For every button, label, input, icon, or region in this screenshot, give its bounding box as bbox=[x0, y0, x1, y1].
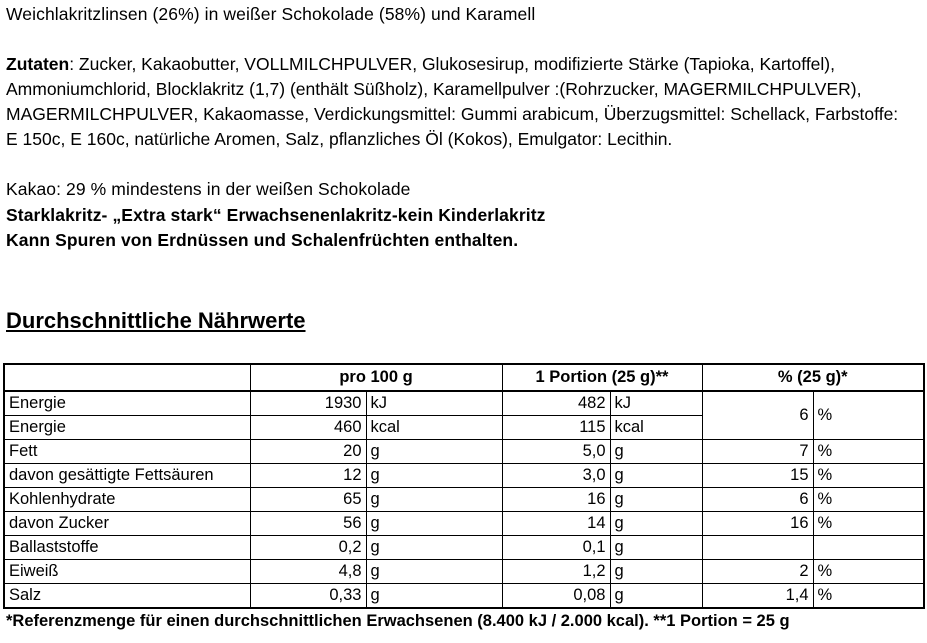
table-row bbox=[4, 440, 924, 464]
percent-unit: % bbox=[813, 512, 924, 536]
unit-per-portion: g bbox=[610, 560, 702, 584]
table-row bbox=[4, 584, 924, 609]
value-per-portion: 482 bbox=[502, 391, 610, 416]
header-per-100g: pro 100 g bbox=[250, 364, 502, 391]
value-per-100g: 56 bbox=[250, 512, 366, 536]
strong-licorice-warning: Starklakritz- „Extra stark“ Erwachsenenlakritz-kein Kinderlakritz bbox=[6, 205, 546, 225]
value-per-portion: 3,0 bbox=[502, 464, 610, 488]
value-per-portion: 0,08 bbox=[502, 584, 610, 609]
percent-unit: % bbox=[813, 560, 924, 584]
value-per-100g: 20 bbox=[250, 440, 366, 464]
header-empty-cell bbox=[4, 364, 250, 391]
table-row bbox=[4, 536, 924, 560]
unit-per-portion: g bbox=[610, 488, 702, 512]
unit-per-portion: kJ bbox=[610, 391, 702, 416]
nutrient-name: Fett bbox=[4, 440, 250, 464]
unit-per-portion: kcal bbox=[610, 416, 702, 440]
table-row bbox=[4, 488, 924, 512]
unit-per-100g: g bbox=[366, 512, 502, 536]
unit-per-portion: g bbox=[610, 464, 702, 488]
table-row bbox=[4, 560, 924, 584]
ingredients-label: Zutaten bbox=[6, 54, 70, 74]
nutrient-name: Ballaststoffe bbox=[4, 536, 250, 560]
cocoa-content: Kakao: 29 % mindestens in der weißen Schokolade bbox=[6, 179, 411, 199]
table-header-row bbox=[4, 364, 924, 391]
value-per-portion: 16 bbox=[502, 488, 610, 512]
percent-value: 6 bbox=[702, 488, 813, 512]
unit-per-100g: g bbox=[366, 440, 502, 464]
unit-per-portion: g bbox=[610, 440, 702, 464]
energy-percent-unit: % bbox=[813, 391, 924, 440]
unit-per-100g: kJ bbox=[366, 391, 502, 416]
unit-per-100g: g bbox=[366, 488, 502, 512]
nutrient-name: Energie bbox=[4, 416, 250, 440]
table-row bbox=[4, 464, 924, 488]
percent-value: 1,4 bbox=[702, 584, 813, 609]
nutrient-name: Eiweiß bbox=[4, 560, 250, 584]
nutrient-name: Kohlenhydrate bbox=[4, 488, 250, 512]
percent-value: 2 bbox=[702, 560, 813, 584]
energy-percent-value: 6 bbox=[702, 391, 813, 440]
value-per-portion: 115 bbox=[502, 416, 610, 440]
value-per-100g: 65 bbox=[250, 488, 366, 512]
percent-unit: % bbox=[813, 488, 924, 512]
value-per-100g: 0,2 bbox=[250, 536, 366, 560]
allergen-notice: Kann Spuren von Erdnüssen und Schalenfrüchten enthalten. bbox=[6, 230, 519, 250]
table-row bbox=[4, 512, 924, 536]
percent-unit: % bbox=[813, 584, 924, 609]
percent-unit: % bbox=[813, 464, 924, 488]
percent-value: 15 bbox=[702, 464, 813, 488]
percent-value bbox=[702, 536, 813, 560]
product-description: Weichlakritzlinsen (26%) in weißer Schokolade (58%) und Karamell bbox=[6, 4, 536, 24]
ingredients-paragraph bbox=[6, 52, 911, 152]
header-percent-reference: % (25 g)* bbox=[702, 364, 924, 391]
nutrient-name: davon gesättigte Fettsäuren bbox=[4, 464, 250, 488]
ingredients-text: : Zucker, Kakaobutter, VOLLMILCHPULVER, Glukosesirup, modifizierte Stärke (Tapioka, Kartoffel), Ammoniumchlorid, Blocklakritz (1,7) (enthält Süßholz), Karamellpulver :(Rohrzucker, MAGERMILCHPULVER), MAGERMILCHPULVER, Kakaomasse, Verdickungsmittel: Gummi arabicum, Überzugsmittel: Schellack, Farbstoffe: E 150c, E 160c, natürliche Aromen, Salz, pflanzliches Öl (Kokos), Emulgator: Lecithin. bbox=[6, 54, 899, 149]
table-row bbox=[4, 391, 924, 416]
unit-per-100g: g bbox=[366, 536, 502, 560]
unit-per-100g: g bbox=[366, 560, 502, 584]
nutrition-table bbox=[3, 363, 925, 609]
value-per-100g: 4,8 bbox=[250, 560, 366, 584]
value-per-portion: 14 bbox=[502, 512, 610, 536]
percent-value: 7 bbox=[702, 440, 813, 464]
unit-per-100g: g bbox=[366, 584, 502, 609]
unit-per-portion: g bbox=[610, 584, 702, 609]
value-per-portion: 5,0 bbox=[502, 440, 610, 464]
header-per-portion: 1 Portion (25 g)** bbox=[502, 364, 702, 391]
nutrition-heading: Durchschnittliche Nährwerte bbox=[6, 308, 306, 333]
percent-value: 16 bbox=[702, 512, 813, 536]
unit-per-portion: g bbox=[610, 536, 702, 560]
nutrient-name: davon Zucker bbox=[4, 512, 250, 536]
nutrient-name: Energie bbox=[4, 391, 250, 416]
value-per-100g: 460 bbox=[250, 416, 366, 440]
reference-footnote: *Referenzmenge für einen durchschnittlichen Erwachsenen (8.400 kJ / 2.000 kcal). **1 Portion = 25 g bbox=[6, 612, 790, 630]
value-per-portion: 0,1 bbox=[502, 536, 610, 560]
percent-unit bbox=[813, 536, 924, 560]
nutrient-name: Salz bbox=[4, 584, 250, 609]
unit-per-100g: g bbox=[366, 464, 502, 488]
unit-per-portion: g bbox=[610, 512, 702, 536]
value-per-100g: 0,33 bbox=[250, 584, 366, 609]
value-per-100g: 1930 bbox=[250, 391, 366, 416]
unit-per-100g: kcal bbox=[366, 416, 502, 440]
value-per-portion: 1,2 bbox=[502, 560, 610, 584]
percent-unit: % bbox=[813, 440, 924, 464]
value-per-100g: 12 bbox=[250, 464, 366, 488]
